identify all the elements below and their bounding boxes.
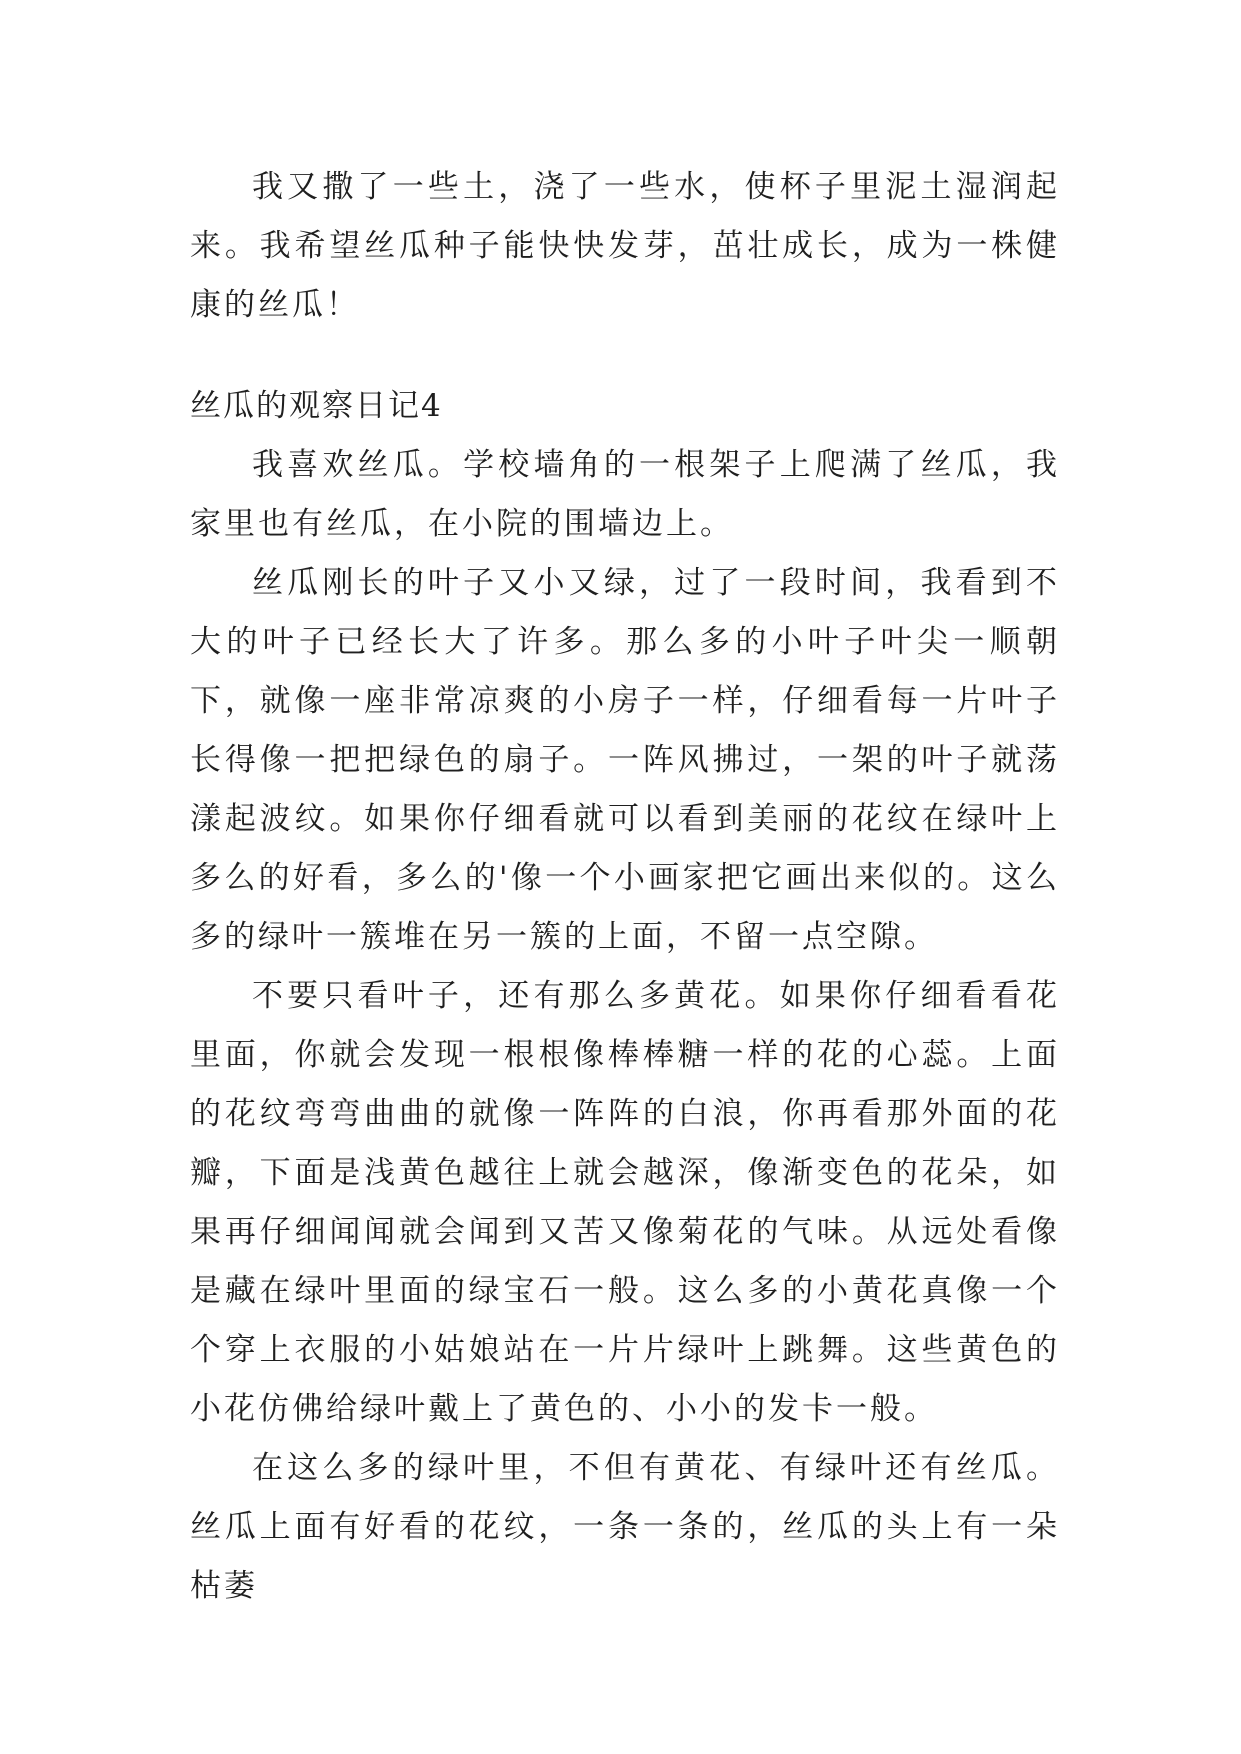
paragraph: 我喜欢丝瓜。学校墙角的一根架子上爬满了丝瓜，我家里也有丝瓜，在小院的围墙边上。 <box>190 447 1060 542</box>
intro-paragraph: 我又撒了一些土，浇了一些水，使杯子里泥土湿润起来。我希望丝瓜种子能快快发芽，茁壮成长，成为一株健康的丝瓜！ <box>190 169 1060 323</box>
document-body <box>190 158 1060 1616</box>
paragraph: 丝瓜刚长的叶子又小又绿，过了一段时间，我看到不大的叶子已经长大了许多。那么多的小叶子叶尖一顺朝下，就像一座非常凉爽的小房子一样，仔细看每一片叶子长得像一把把绿色的扇子。一阵风拂过，一架的叶子就荡漾起波纹。如果你仔细看就可以看到美丽的花纹在绿叶上多么的好看，多么的'像一个小画家把它画出来似的。这么多的绿叶一簇堆在另一簇的上面，不留一点空隙。 <box>190 565 1060 955</box>
paragraph: 在这么多的绿叶里，不但有黄花、有绿叶还有丝瓜。丝瓜上面有好看的花纹，一条一条的，丝瓜的头上有一朵枯萎 <box>190 1450 1060 1604</box>
section-title: 丝瓜的观察日记4 <box>190 388 443 424</box>
paragraph: 不要只看叶子，还有那么多黄花。如果你仔细看看花里面，你就会发现一根根像棒棒糖一样的花的心蕊。上面的花纹弯弯曲曲的就像一阵阵的白浪，你再看那外面的花瓣，下面是浅黄色越往上就会越深，像渐变色的花朵，如果再仔细闻闻就会闻到又苦又像菊花的气味。从远处看像是藏在绿叶里面的绿宝石一般。这么多的小黄花真像一个个穿上衣服的小姑娘站在一片片绿叶上跳舞。这些黄色的小花仿佛给绿叶戴上了黄色的、小小的发卡一般。 <box>190 978 1060 1427</box>
